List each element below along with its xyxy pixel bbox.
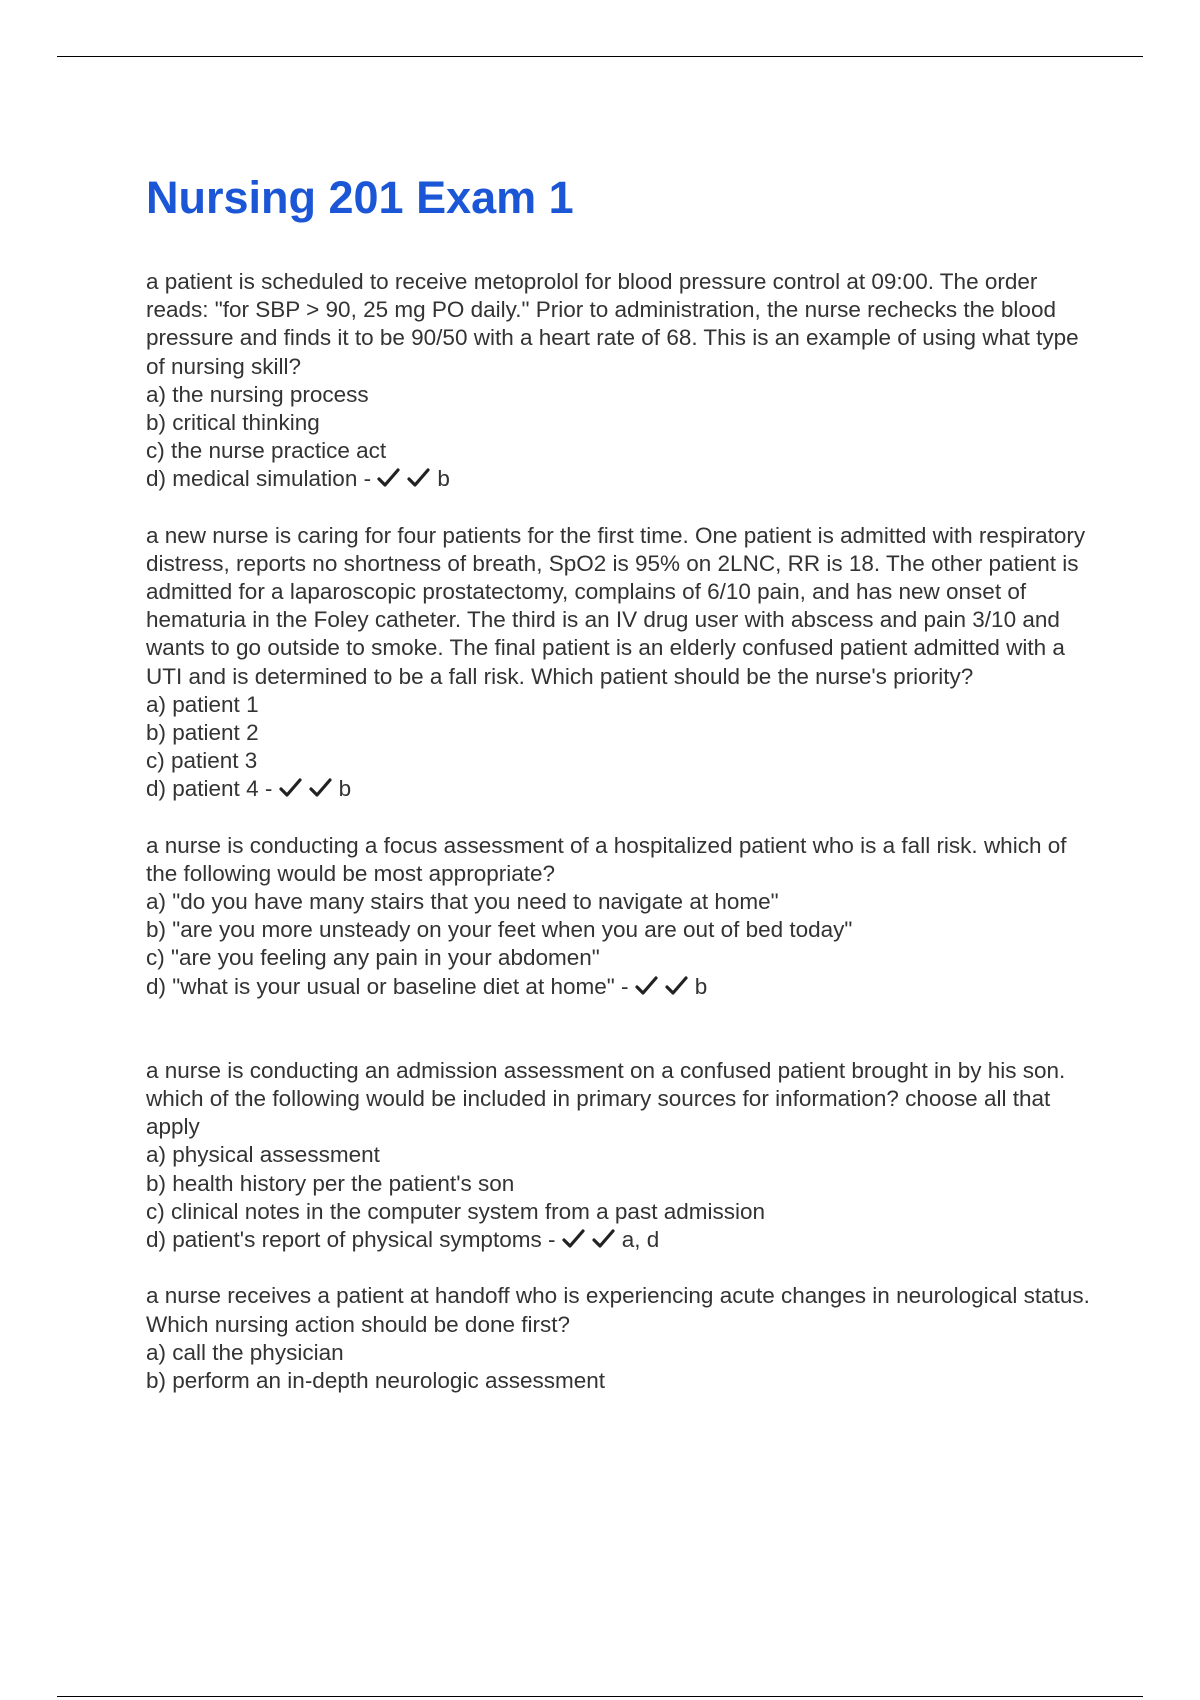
answer-line [146, 775, 1096, 803]
answer-option-b: b) "are you more unsteady on your feet when you are out of bed today" [146, 917, 853, 943]
question-3 [146, 832, 1096, 1001]
answer-option-d: d) patient's report of physical symptoms [146, 1227, 542, 1253]
double-check-icon [279, 777, 303, 799]
answer-line [146, 1226, 1096, 1254]
answer-option-d: d) patient 4 [146, 776, 259, 802]
answer-option-b: b) health history per the patient's son [146, 1170, 515, 1196]
top-rule [57, 56, 1143, 57]
document-body [146, 172, 1096, 1423]
correct-answer: a, d [621, 1227, 660, 1253]
double-check-icon [635, 975, 659, 997]
question-stem: a nurse is conducting an admission assessment on a confused patient brought in by his son. which of the following would be included in primary sources for information? choose all that apply [146, 1057, 1066, 1140]
question-stem: a nurse receives a patient at handoff who is experiencing acute changes in neurological status. Which nursing action should be done first? [146, 1283, 1090, 1337]
answer-line [146, 973, 1096, 1001]
correct-answer: b [694, 973, 708, 999]
answer-option-a: a) the nursing process [146, 381, 369, 407]
question-2 [146, 522, 1096, 804]
question-1 [146, 268, 1096, 494]
answer-separator: - [258, 776, 279, 802]
question-list [146, 268, 1096, 1395]
answer-option-c: c) clinical notes in the computer system from a past admission [146, 1198, 765, 1224]
answer-option-a: a) physical assessment [146, 1142, 380, 1168]
answer-option-a: a) call the physician [146, 1339, 344, 1365]
answer-separator: - [614, 973, 635, 999]
answer-option-a: a) patient 1 [146, 691, 259, 717]
answer-separator: - [541, 1227, 562, 1253]
answer-option-c: c) patient 3 [146, 748, 258, 774]
question-4 [146, 1057, 1096, 1254]
answer-option-c: c) "are you feeling any pain in your abdomen" [146, 945, 600, 971]
answer-option-d: d) "what is your usual or baseline diet at home" [146, 973, 615, 999]
correct-answer: b [437, 466, 450, 492]
double-check-icon [309, 777, 333, 799]
answer-option-c: c) the nurse practice act [146, 438, 387, 464]
double-check-icon [665, 975, 689, 997]
double-check-icon [407, 467, 431, 489]
question-stem: a new nurse is caring for four patients for the first time. One patient is admitted with respiratory distress, reports no shortness of breath, SpO2 is 95% on 2LNC, RR is 18. The other patient is admitted for a laparoscopic prostatectomy, complains of 6/10 pain, and has new onset of hematuria in the Foley catheter. The third is an IV drug user with abscess and pain 3/10 and wants to go outside to smoke. The final patient is an elderly confused patient admitted with a UTI and is determined to be a fall risk. Which patient should be the nurse's priority? [146, 522, 1086, 689]
page-title: Nursing 201 Exam 1 [146, 172, 574, 223]
correct-answer: b [338, 776, 352, 802]
answer-option-b: b) patient 2 [146, 720, 259, 746]
question-5 [146, 1282, 1096, 1395]
double-check-icon [592, 1228, 616, 1250]
double-check-icon [377, 467, 401, 489]
answer-option-a: a) "do you have many stairs that you need to navigate at home" [146, 889, 779, 915]
answer-option-b: b) critical thinking [146, 410, 320, 436]
answer-line [146, 465, 1096, 493]
double-check-icon [562, 1228, 586, 1250]
question-stem: a patient is scheduled to receive metoprolol for blood pressure control at 09:00. The order reads: "for SBP > 90, 25 mg PO daily." Prior to administration, the nurse rechecks the blood pressure and finds it to be 90/50 with a heart rate of 68. This is an example of using what type of nursing skill? [146, 269, 1079, 379]
bottom-rule [57, 1696, 1143, 1697]
answer-separator: - [357, 466, 378, 492]
answer-option-d: d) medical simulation [146, 466, 358, 492]
question-stem: a nurse is conducting a focus assessment of a hospitalized patient who is a fall risk. which of the following would be most appropriate? [146, 832, 1067, 886]
answer-option-b: b) perform an in-depth neurologic assessment [146, 1367, 605, 1393]
